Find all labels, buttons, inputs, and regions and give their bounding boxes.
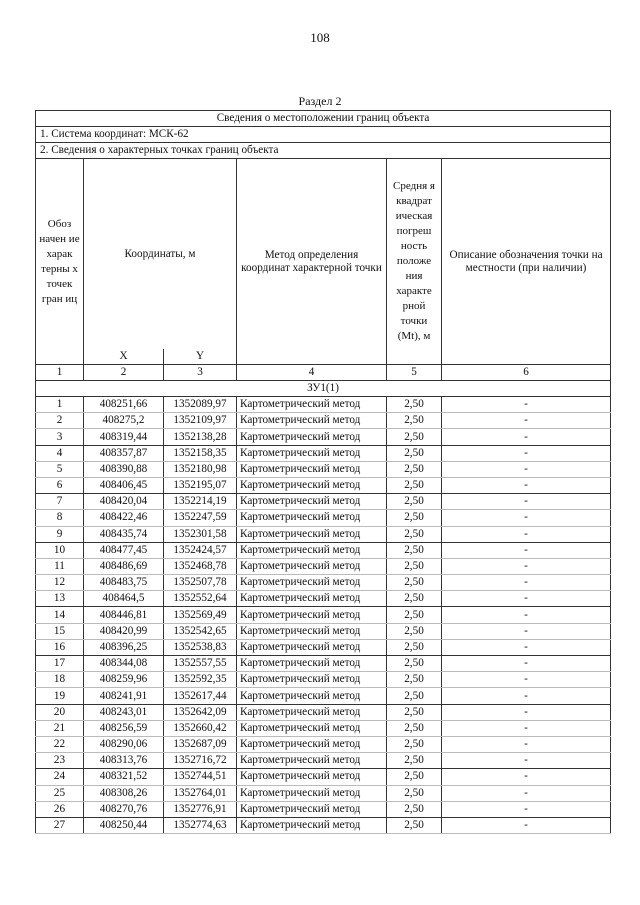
x-coordinate-cell: 408420,04 — [84, 494, 164, 510]
accuracy-cell: 2,50 — [387, 510, 442, 526]
description-cell: - — [442, 591, 611, 607]
accuracy-cell: 2,50 — [387, 575, 442, 591]
table-row — [36, 623, 611, 639]
x-coordinate-cell: 408243,01 — [84, 704, 164, 720]
method-cell: Картометрический метод — [237, 623, 387, 639]
description-cell: - — [442, 477, 611, 493]
table-row — [36, 688, 611, 704]
point-number-cell: 14 — [36, 607, 84, 623]
x-coordinate-cell: 408477,45 — [84, 542, 164, 558]
x-coordinate-cell: 408483,75 — [84, 575, 164, 591]
header-method: Метод определения координат характерной точки — [237, 159, 387, 365]
method-cell: Картометрический метод — [237, 575, 387, 591]
point-number-cell: 5 — [36, 461, 84, 477]
table-row — [36, 526, 611, 542]
table-row — [36, 607, 611, 623]
method-cell: Картометрический метод — [237, 688, 387, 704]
y-coordinate-cell: 1352180,98 — [164, 461, 237, 477]
point-number-cell: 26 — [36, 801, 84, 817]
description-cell: - — [442, 769, 611, 785]
x-coordinate-cell: 408446,81 — [84, 607, 164, 623]
column-number: 2 — [84, 365, 164, 381]
x-coordinate-cell: 408422,46 — [84, 510, 164, 526]
method-cell: Картометрический метод — [237, 785, 387, 801]
y-coordinate-cell: 1352214,19 — [164, 494, 237, 510]
table-row — [36, 575, 611, 591]
table-row — [36, 494, 611, 510]
y-coordinate-cell: 1352468,78 — [164, 558, 237, 574]
header-y: Y — [164, 349, 237, 365]
method-cell: Картометрический метод — [237, 429, 387, 445]
description-cell: - — [442, 575, 611, 591]
point-number-cell: 2 — [36, 413, 84, 429]
method-cell: Картометрический метод — [237, 801, 387, 817]
table-row — [36, 736, 611, 752]
point-number-cell: 7 — [36, 494, 84, 510]
y-coordinate-cell: 1352569,49 — [164, 607, 237, 623]
y-coordinate-cell: 1352557,55 — [164, 656, 237, 672]
description-cell: - — [442, 672, 611, 688]
accuracy-cell: 2,50 — [387, 704, 442, 720]
y-coordinate-cell: 1352764,01 — [164, 785, 237, 801]
header-description: Описание обозначения точки на местности (при наличии) — [442, 159, 611, 365]
x-coordinate-cell: 408250,44 — [84, 817, 164, 833]
description-cell: - — [442, 639, 611, 655]
method-cell: Картометрический метод — [237, 526, 387, 542]
x-coordinate-cell: 408357,87 — [84, 445, 164, 461]
accuracy-cell: 2,50 — [387, 494, 442, 510]
table-row — [36, 429, 611, 445]
header-designation: Обоз начен ие харак терны х точек гран иц — [36, 159, 84, 365]
header-accuracy: Средня я квадрат ическая погреш ность положе ния характе рной точки (Mt), м — [387, 159, 442, 365]
accuracy-cell: 2,50 — [387, 639, 442, 655]
accuracy-cell: 2,50 — [387, 623, 442, 639]
description-cell: - — [442, 526, 611, 542]
table-row — [36, 461, 611, 477]
point-number-cell: 3 — [36, 429, 84, 445]
table-row — [36, 397, 611, 413]
x-coordinate-cell: 408275,2 — [84, 413, 164, 429]
x-coordinate-cell: 408321,52 — [84, 769, 164, 785]
point-number-cell: 20 — [36, 704, 84, 720]
point-number-cell: 18 — [36, 672, 84, 688]
table-row — [36, 591, 611, 607]
accuracy-cell: 2,50 — [387, 397, 442, 413]
description-cell: - — [442, 736, 611, 752]
accuracy-cell: 2,50 — [387, 558, 442, 574]
y-coordinate-cell: 1352687,09 — [164, 736, 237, 752]
y-coordinate-cell: 1352195,07 — [164, 477, 237, 493]
x-coordinate-cell: 408406,45 — [84, 477, 164, 493]
accuracy-cell: 2,50 — [387, 817, 442, 833]
point-number-cell: 27 — [36, 817, 84, 833]
table-body — [36, 397, 611, 834]
method-cell: Картометрический метод — [237, 753, 387, 769]
table-row — [36, 769, 611, 785]
accuracy-cell: 2,50 — [387, 461, 442, 477]
description-cell: - — [442, 494, 611, 510]
point-number-cell: 10 — [36, 542, 84, 558]
y-coordinate-cell: 1352109,97 — [164, 413, 237, 429]
table-row — [36, 817, 611, 833]
table-row — [36, 720, 611, 736]
accuracy-cell: 2,50 — [387, 413, 442, 429]
description-cell: - — [442, 801, 611, 817]
y-coordinate-cell: 1352138,28 — [164, 429, 237, 445]
boundary-points-table — [35, 110, 611, 834]
x-coordinate-cell: 408486,69 — [84, 558, 164, 574]
point-number-cell: 9 — [36, 526, 84, 542]
table-row — [36, 639, 611, 655]
point-number-cell: 22 — [36, 736, 84, 752]
description-cell: - — [442, 542, 611, 558]
column-number: 3 — [164, 365, 237, 381]
table-row — [36, 801, 611, 817]
method-cell: Картометрический метод — [237, 639, 387, 655]
description-cell: - — [442, 623, 611, 639]
x-coordinate-cell: 408390,88 — [84, 461, 164, 477]
method-cell: Картометрический метод — [237, 720, 387, 736]
y-coordinate-cell: 1352776,91 — [164, 801, 237, 817]
method-cell: Картометрический метод — [237, 461, 387, 477]
method-cell: Картометрический метод — [237, 704, 387, 720]
method-cell: Картометрический метод — [237, 656, 387, 672]
table-title: Сведения о местоположении границ объекта — [36, 111, 611, 127]
y-coordinate-cell: 1352542,65 — [164, 623, 237, 639]
column-number: 4 — [237, 365, 387, 381]
point-number-cell: 19 — [36, 688, 84, 704]
description-cell: - — [442, 720, 611, 736]
description-cell: - — [442, 461, 611, 477]
point-number-cell: 15 — [36, 623, 84, 639]
y-coordinate-cell: 1352089,97 — [164, 397, 237, 413]
column-number: 5 — [387, 365, 442, 381]
point-number-cell: 11 — [36, 558, 84, 574]
method-cell: Картометрический метод — [237, 542, 387, 558]
x-coordinate-cell: 408344,08 — [84, 656, 164, 672]
x-coordinate-cell: 408241,91 — [84, 688, 164, 704]
y-coordinate-cell: 1352301,58 — [164, 526, 237, 542]
x-coordinate-cell: 408256,59 — [84, 720, 164, 736]
x-coordinate-cell: 408435,74 — [84, 526, 164, 542]
header-coordinates: Координаты, м — [84, 159, 237, 350]
x-coordinate-cell: 408313,76 — [84, 753, 164, 769]
method-cell: Картометрический метод — [237, 494, 387, 510]
description-cell: - — [442, 656, 611, 672]
method-cell: Картометрический метод — [237, 510, 387, 526]
method-cell: Картометрический метод — [237, 736, 387, 752]
description-cell: - — [442, 607, 611, 623]
y-coordinate-cell: 1352774,63 — [164, 817, 237, 833]
description-cell: - — [442, 753, 611, 769]
point-number-cell: 6 — [36, 477, 84, 493]
method-cell: Картометрический метод — [237, 591, 387, 607]
x-coordinate-cell: 408251,66 — [84, 397, 164, 413]
parcel-group-label: ЗУ1(1) — [36, 381, 611, 397]
accuracy-cell: 2,50 — [387, 607, 442, 623]
table-row — [36, 785, 611, 801]
description-cell: - — [442, 510, 611, 526]
method-cell: Картометрический метод — [237, 413, 387, 429]
description-cell: - — [442, 558, 611, 574]
table-row — [36, 413, 611, 429]
x-coordinate-cell: 408464,5 — [84, 591, 164, 607]
accuracy-cell: 2,50 — [387, 720, 442, 736]
column-number: 1 — [36, 365, 84, 381]
y-coordinate-cell: 1352716,72 — [164, 753, 237, 769]
method-cell: Картометрический метод — [237, 769, 387, 785]
coordinate-system-line: 1. Система координат: МСК-62 — [36, 127, 611, 143]
table-row — [36, 753, 611, 769]
y-coordinate-cell: 1352247,59 — [164, 510, 237, 526]
y-coordinate-cell: 1352744,51 — [164, 769, 237, 785]
point-number-cell: 25 — [36, 785, 84, 801]
accuracy-cell: 2,50 — [387, 526, 442, 542]
point-number-cell: 13 — [36, 591, 84, 607]
description-cell: - — [442, 785, 611, 801]
accuracy-cell: 2,50 — [387, 429, 442, 445]
accuracy-cell: 2,50 — [387, 445, 442, 461]
table-row — [36, 510, 611, 526]
x-coordinate-cell: 408270,76 — [84, 801, 164, 817]
accuracy-cell: 2,50 — [387, 591, 442, 607]
point-number-cell: 24 — [36, 769, 84, 785]
x-coordinate-cell: 408319,44 — [84, 429, 164, 445]
table-row — [36, 656, 611, 672]
point-number-cell: 8 — [36, 510, 84, 526]
description-cell: - — [442, 445, 611, 461]
method-cell: Картометрический метод — [237, 607, 387, 623]
y-coordinate-cell: 1352538,83 — [164, 639, 237, 655]
page-number: 108 — [310, 30, 330, 45]
method-cell: Картометрический метод — [237, 817, 387, 833]
x-coordinate-cell: 408259,96 — [84, 672, 164, 688]
y-coordinate-cell: 1352424,57 — [164, 542, 237, 558]
point-number-cell: 4 — [36, 445, 84, 461]
description-cell: - — [442, 688, 611, 704]
y-coordinate-cell: 1352158,35 — [164, 445, 237, 461]
method-cell: Картометрический метод — [237, 672, 387, 688]
accuracy-cell: 2,50 — [387, 477, 442, 493]
x-coordinate-cell: 408420,99 — [84, 623, 164, 639]
accuracy-cell: 2,50 — [387, 785, 442, 801]
section-title: Раздел 2 — [298, 94, 342, 108]
x-coordinate-cell: 408396,25 — [84, 639, 164, 655]
method-cell: Картометрический метод — [237, 477, 387, 493]
x-coordinate-cell: 408308,26 — [84, 785, 164, 801]
y-coordinate-cell: 1352642,09 — [164, 704, 237, 720]
y-coordinate-cell: 1352617,44 — [164, 688, 237, 704]
table-row — [36, 672, 611, 688]
header-x: X — [84, 349, 164, 365]
table-row — [36, 558, 611, 574]
description-cell: - — [442, 704, 611, 720]
accuracy-cell: 2,50 — [387, 542, 442, 558]
description-cell: - — [442, 413, 611, 429]
x-coordinate-cell: 408290,06 — [84, 736, 164, 752]
accuracy-cell: 2,50 — [387, 688, 442, 704]
accuracy-cell: 2,50 — [387, 736, 442, 752]
table-row — [36, 477, 611, 493]
point-number-cell: 23 — [36, 753, 84, 769]
point-number-cell: 16 — [36, 639, 84, 655]
method-cell: Картометрический метод — [237, 397, 387, 413]
y-coordinate-cell: 1352507,78 — [164, 575, 237, 591]
accuracy-cell: 2,50 — [387, 753, 442, 769]
y-coordinate-cell: 1352592,35 — [164, 672, 237, 688]
point-number-cell: 17 — [36, 656, 84, 672]
method-cell: Картометрический метод — [237, 445, 387, 461]
table-row — [36, 542, 611, 558]
accuracy-cell: 2,50 — [387, 769, 442, 785]
description-cell: - — [442, 397, 611, 413]
y-coordinate-cell: 1352552,64 — [164, 591, 237, 607]
accuracy-cell: 2,50 — [387, 672, 442, 688]
table-row — [36, 445, 611, 461]
point-number-cell: 12 — [36, 575, 84, 591]
points-info-line: 2. Сведения о характерных точках границ объекта — [36, 143, 611, 159]
point-number-cell: 1 — [36, 397, 84, 413]
description-cell: - — [442, 817, 611, 833]
point-number-cell: 21 — [36, 720, 84, 736]
table-row — [36, 704, 611, 720]
accuracy-cell: 2,50 — [387, 656, 442, 672]
y-coordinate-cell: 1352660,42 — [164, 720, 237, 736]
method-cell: Картометрический метод — [237, 558, 387, 574]
column-number: 6 — [442, 365, 611, 381]
description-cell: - — [442, 429, 611, 445]
accuracy-cell: 2,50 — [387, 801, 442, 817]
